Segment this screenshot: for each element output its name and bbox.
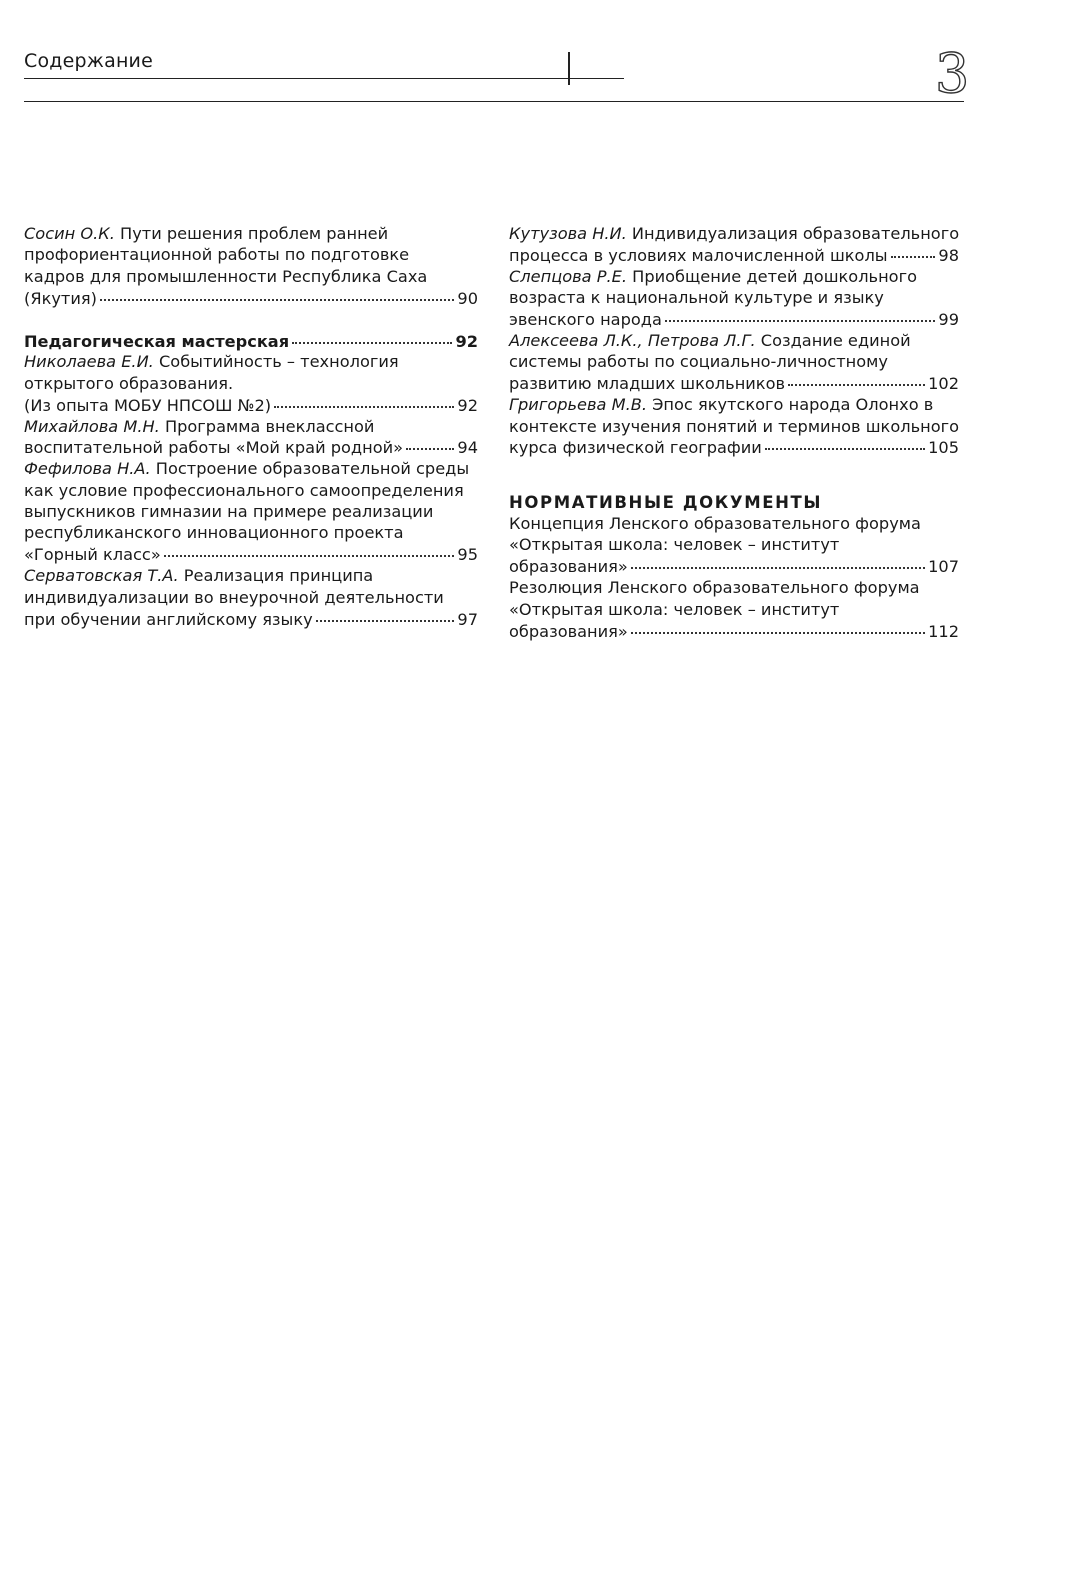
toc-left-column bbox=[24, 223, 478, 629]
header-rule-tick bbox=[568, 52, 570, 85]
entry-title-line: Построение образовательной среды bbox=[150, 459, 470, 479]
entry-page-number: 95 bbox=[457, 545, 478, 565]
entry-author: Алексеева Л.К., Петрова Л.Г. bbox=[509, 330, 756, 350]
entry-title-line: Создание единой bbox=[755, 330, 911, 350]
toc-entry-nikolaeva[interactable] bbox=[24, 351, 478, 415]
dot-leader bbox=[765, 434, 925, 451]
entry-title-line: «Открытая школа: человек – институт bbox=[509, 599, 840, 619]
section-title: Содержание bbox=[24, 50, 153, 72]
header-rule-short bbox=[24, 78, 624, 79]
toc-entry-fefilova[interactable] bbox=[24, 458, 478, 565]
dot-leader bbox=[631, 553, 925, 570]
entry-author: Фефилова Н.А. bbox=[24, 459, 151, 479]
dot-leader bbox=[631, 617, 925, 634]
toc-entry-slepcova[interactable] bbox=[509, 266, 959, 330]
entry-title-line: при обучении английскому языку bbox=[24, 609, 313, 629]
dot-leader bbox=[100, 284, 454, 301]
entry-title-line: индивидуализации во внеурочной деятельности bbox=[24, 587, 444, 607]
entry-title-line: выпускников гимназии на примере реализации bbox=[24, 502, 434, 522]
section-page-number: 92 bbox=[455, 331, 478, 351]
toc-entry-resolution[interactable] bbox=[509, 577, 959, 641]
entry-title-line: курса физической географии bbox=[509, 438, 762, 458]
dot-leader bbox=[316, 605, 455, 622]
page-number: 3 bbox=[935, 42, 970, 105]
entry-title-line: Пути решения проблем ранней bbox=[114, 224, 389, 243]
entry-title-line: воспитательной работы «Мой край родной» bbox=[24, 438, 404, 458]
toc-right-column bbox=[509, 223, 959, 641]
dot-leader bbox=[164, 541, 455, 558]
toc-entry-sosin[interactable] bbox=[24, 223, 478, 309]
entry-author: Николаева Е.И. bbox=[24, 352, 154, 372]
dot-leader bbox=[665, 306, 935, 323]
entry-title-line: (Якутия) bbox=[24, 288, 97, 308]
entry-page-number: 102 bbox=[928, 374, 959, 394]
dot-leader bbox=[274, 391, 454, 408]
dot-leader bbox=[406, 434, 454, 451]
toc-entry-servatovskaya[interactable] bbox=[24, 565, 478, 629]
entry-title-line: Концепция Ленского образовательного форума bbox=[509, 514, 921, 534]
entry-title-line: Реализация принципа bbox=[178, 566, 374, 586]
entry-title-line: возраста к национальной культуре и языку bbox=[509, 288, 884, 308]
entry-title-line: образования» bbox=[509, 621, 628, 641]
dot-leader bbox=[891, 241, 936, 258]
entry-title-line: как условие профессионального самоопределения bbox=[24, 480, 464, 500]
entry-page-number: 112 bbox=[928, 621, 959, 641]
entry-author: Григорьева М.В. bbox=[509, 395, 647, 415]
entry-title-line: открытого образования. bbox=[24, 373, 234, 393]
section-heading: Педагогическая мастерская bbox=[24, 331, 290, 351]
entry-title-line: Событийность – технология bbox=[153, 352, 399, 372]
toc-entry-grigorieva[interactable] bbox=[509, 394, 959, 458]
entry-page-number: 97 bbox=[457, 609, 478, 629]
entry-title-line: «Открытая школа: человек – институт bbox=[509, 535, 840, 555]
entry-author: Кутузова Н.И. bbox=[509, 224, 627, 243]
entry-title-line: системы работы по социально-личностному bbox=[509, 352, 888, 372]
entry-title-line: «Горный класс» bbox=[24, 545, 161, 565]
toc-entry-concept[interactable] bbox=[509, 513, 959, 577]
toc-section-normative[interactable]: НОРМАТИВНЫЕ ДОКУМЕНТЫ bbox=[509, 492, 823, 512]
entry-title-line: (Из опыта МОБУ НПСОШ №2) bbox=[24, 395, 272, 415]
entry-page-number: 94 bbox=[457, 438, 478, 458]
toc-entry-mikhailova[interactable] bbox=[24, 416, 478, 459]
entry-title-line: контексте изучения понятий и терминов школьного bbox=[509, 416, 960, 436]
entry-title-line: кадров для промышленности Республика Саха bbox=[24, 266, 428, 286]
dot-leader bbox=[292, 327, 452, 344]
entry-title-line: эвенского народа bbox=[509, 310, 662, 330]
entry-author: Серватовская Т.А. bbox=[24, 566, 179, 586]
toc-section-pedagog[interactable] bbox=[24, 330, 478, 351]
entry-title-line: образования» bbox=[509, 557, 628, 577]
entry-page-number: 98 bbox=[938, 245, 959, 265]
entry-title-line: профориентационной работы по подготовке bbox=[24, 245, 410, 265]
header-rule-long bbox=[24, 101, 964, 102]
entry-author: Сосин О.К. bbox=[24, 224, 115, 243]
entry-title-line: Приобщение детей дошкольного bbox=[627, 266, 917, 286]
entry-title-line: Индивидуализация образовательного bbox=[626, 224, 960, 243]
entry-page-number: 99 bbox=[938, 310, 959, 330]
entry-title-line: процесса в условиях малочисленной школы bbox=[509, 245, 888, 265]
toc-entry-kutuzova[interactable] bbox=[509, 223, 959, 266]
toc-entry-alekseeva[interactable] bbox=[509, 330, 959, 394]
entry-title-line: развитию младших школьников bbox=[509, 374, 786, 394]
entry-title-line: республиканского инновационного проекта bbox=[24, 523, 404, 543]
entry-title-line: Программа внеклассной bbox=[159, 416, 375, 436]
dot-leader bbox=[788, 370, 925, 387]
entry-title-line: Резолюция Ленского образовательного форума bbox=[509, 578, 920, 598]
entry-author: Слепцова Р.Е. bbox=[509, 266, 627, 286]
entry-page-number: 92 bbox=[457, 395, 478, 415]
entry-page-number: 107 bbox=[928, 557, 959, 577]
entry-page-number: 90 bbox=[457, 288, 478, 308]
entry-author: Михайлова М.Н. bbox=[24, 416, 160, 436]
entry-page-number: 105 bbox=[928, 438, 959, 458]
entry-title-line: Эпос якутского народа Олонхо в bbox=[646, 395, 934, 415]
